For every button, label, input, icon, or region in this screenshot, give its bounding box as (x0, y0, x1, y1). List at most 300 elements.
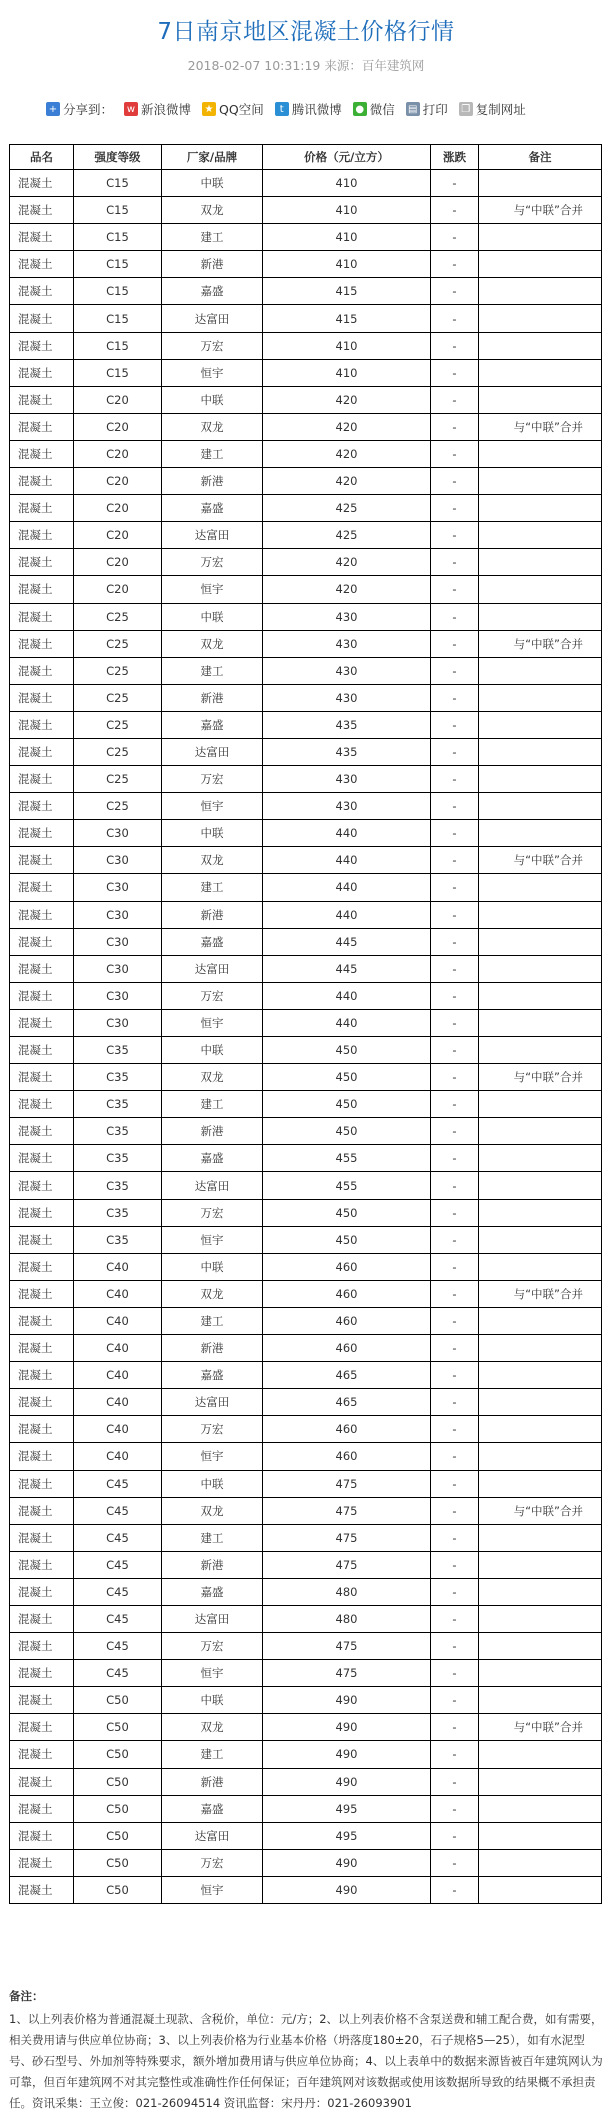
cell-product: 混凝土 (10, 1064, 74, 1091)
share-bar (46, 100, 537, 118)
cell-change: - (431, 305, 479, 332)
cell-product: 混凝土 (10, 1768, 74, 1795)
cell-remark (479, 766, 602, 793)
cell-change: - (431, 386, 479, 413)
cell-product: 混凝土 (10, 766, 74, 793)
cell-brand: 恒宇 (162, 1443, 263, 1470)
copy-link-icon: ❐ (459, 102, 473, 116)
cell-grade: C35 (74, 1037, 162, 1064)
cell-remark: 与“中联”合并 (479, 413, 602, 440)
cell-change: - (431, 1226, 479, 1253)
cell-brand: 万宏 (162, 1199, 263, 1226)
cell-grade: C35 (74, 1064, 162, 1091)
cell-product: 混凝土 (10, 928, 74, 955)
cell-grade: C40 (74, 1416, 162, 1443)
cell-brand: 建工 (162, 1307, 263, 1334)
table-row (10, 630, 602, 657)
cell-product: 混凝土 (10, 684, 74, 711)
cell-remark (479, 1470, 602, 1497)
share-wechat-button[interactable]: ● 微信 (353, 100, 395, 118)
cell-brand: 新港 (162, 684, 263, 711)
cell-product: 混凝土 (10, 1470, 74, 1497)
cell-grade: C20 (74, 522, 162, 549)
cell-remark (479, 224, 602, 251)
cell-price: 475 (263, 1497, 431, 1524)
cell-remark (479, 1172, 602, 1199)
cell-change: - (431, 1741, 479, 1768)
cell-grade: C15 (74, 197, 162, 224)
cell-product: 混凝土 (10, 549, 74, 576)
cell-change: - (431, 1551, 479, 1578)
header-change: 涨跌 (431, 145, 479, 170)
table-row (10, 955, 602, 982)
cell-brand: 新港 (162, 1768, 263, 1795)
table-row (10, 684, 602, 711)
cell-price: 490 (263, 1768, 431, 1795)
cell-brand: 嘉盛 (162, 495, 263, 522)
cell-brand: 双龙 (162, 847, 263, 874)
cell-price: 450 (263, 1091, 431, 1118)
cell-product: 混凝土 (10, 386, 74, 413)
cell-product: 混凝土 (10, 1795, 74, 1822)
cell-change: - (431, 224, 479, 251)
cell-change: - (431, 738, 479, 765)
table-row (10, 901, 602, 928)
copy-link-button[interactable]: ❐ 复制网址 (459, 100, 526, 118)
cell-price: 435 (263, 711, 431, 738)
table-row (10, 1280, 602, 1307)
cell-brand: 嘉盛 (162, 1362, 263, 1389)
cell-price: 430 (263, 657, 431, 684)
cell-change: - (431, 874, 479, 901)
cell-remark (479, 1253, 602, 1280)
cell-brand: 双龙 (162, 197, 263, 224)
cell-brand: 双龙 (162, 413, 263, 440)
cell-grade: C25 (74, 711, 162, 738)
cell-price: 420 (263, 386, 431, 413)
cell-remark: 与“中联”合并 (479, 1714, 602, 1741)
cell-change: - (431, 820, 479, 847)
cell-price: 445 (263, 955, 431, 982)
cell-product: 混凝土 (10, 1876, 74, 1903)
table-body (10, 170, 602, 1904)
table-row (10, 1416, 602, 1443)
cell-product: 混凝土 (10, 982, 74, 1009)
cell-remark (479, 901, 602, 928)
cell-change: - (431, 413, 479, 440)
table-row (10, 793, 602, 820)
cell-remark (479, 170, 602, 197)
cell-grade: C25 (74, 603, 162, 630)
cell-remark (479, 1118, 602, 1145)
cell-grade: C50 (74, 1795, 162, 1822)
cell-grade: C40 (74, 1335, 162, 1362)
cell-brand: 嘉盛 (162, 711, 263, 738)
cell-brand: 新港 (162, 468, 263, 495)
cell-price: 475 (263, 1551, 431, 1578)
article-meta: 2018-02-07 10:31:19 来源：百年建筑网 (187, 58, 425, 73)
cell-grade: C40 (74, 1280, 162, 1307)
cell-remark (479, 1795, 602, 1822)
cell-remark (479, 1226, 602, 1253)
table-row (10, 1118, 602, 1145)
cell-price: 460 (263, 1335, 431, 1362)
cell-product: 混凝土 (10, 413, 74, 440)
article-header (0, 0, 612, 138)
notes-heading: 备注： (9, 1989, 44, 2003)
cell-brand: 万宏 (162, 1849, 263, 1876)
cell-brand: 恒宇 (162, 793, 263, 820)
table-row (10, 1768, 602, 1795)
cell-brand: 新港 (162, 1335, 263, 1362)
table-row (10, 1605, 602, 1632)
share-label: 分享到： (63, 102, 114, 117)
cell-brand: 达富田 (162, 1822, 263, 1849)
cell-change: - (431, 549, 479, 576)
cell-change: - (431, 170, 479, 197)
cell-price: 440 (263, 847, 431, 874)
wechat-icon: ● (353, 102, 367, 116)
cell-product: 混凝土 (10, 1497, 74, 1524)
cell-product: 混凝土 (10, 468, 74, 495)
cell-price: 455 (263, 1145, 431, 1172)
cell-price: 490 (263, 1687, 431, 1714)
cell-price: 460 (263, 1253, 431, 1280)
cell-price: 440 (263, 1009, 431, 1036)
share-to[interactable] (46, 100, 113, 118)
cell-grade: C30 (74, 928, 162, 955)
cell-product: 混凝土 (10, 901, 74, 928)
cell-grade: C50 (74, 1849, 162, 1876)
cell-change: - (431, 711, 479, 738)
cell-remark (479, 359, 602, 386)
cell-change: - (431, 1389, 479, 1416)
share-weibo-button[interactable]: w 新浪微博 (124, 100, 191, 118)
cell-remark (479, 1362, 602, 1389)
cell-grade: C35 (74, 1226, 162, 1253)
cell-change: - (431, 468, 479, 495)
header-grade: 强度等级 (74, 145, 162, 170)
share-tencent-weibo-button[interactable]: t 腾讯微博 (275, 100, 342, 118)
cell-product: 混凝土 (10, 278, 74, 305)
cell-remark (479, 1876, 602, 1903)
cell-product: 混凝土 (10, 1660, 74, 1687)
cell-grade: C45 (74, 1660, 162, 1687)
cell-price: 410 (263, 251, 431, 278)
header-price: 价格（元/立方） (263, 145, 431, 170)
cell-grade: C20 (74, 413, 162, 440)
cell-remark (479, 1605, 602, 1632)
cell-product: 混凝土 (10, 1199, 74, 1226)
cell-change: - (431, 1064, 479, 1091)
cell-change: - (431, 1443, 479, 1470)
cell-grade: C50 (74, 1768, 162, 1795)
cell-remark (479, 1416, 602, 1443)
cell-grade: C50 (74, 1741, 162, 1768)
table-row (10, 1226, 602, 1253)
table-row (10, 1822, 602, 1849)
cell-price: 410 (263, 332, 431, 359)
cell-change: - (431, 1145, 479, 1172)
cell-grade: C30 (74, 955, 162, 982)
cell-brand: 恒宇 (162, 1876, 263, 1903)
cell-change: - (431, 495, 479, 522)
cell-remark (479, 576, 602, 603)
cell-brand: 中联 (162, 386, 263, 413)
cell-brand: 双龙 (162, 1064, 263, 1091)
table-row (10, 1037, 602, 1064)
cell-grade: C45 (74, 1633, 162, 1660)
table-row (10, 1443, 602, 1470)
cell-grade: C50 (74, 1822, 162, 1849)
cell-change: - (431, 684, 479, 711)
tencent-weibo-icon: t (275, 102, 289, 116)
cell-change: - (431, 1822, 479, 1849)
table-row (10, 1633, 602, 1660)
table-row (10, 1335, 602, 1362)
cell-price: 480 (263, 1605, 431, 1632)
cell-product: 混凝土 (10, 1091, 74, 1118)
print-button[interactable]: ▤ 打印 (406, 100, 448, 118)
cell-grade: C35 (74, 1199, 162, 1226)
table-row (10, 1551, 602, 1578)
cell-product: 混凝土 (10, 657, 74, 684)
cell-change: - (431, 1687, 479, 1714)
cell-product: 混凝土 (10, 874, 74, 901)
cell-product: 混凝土 (10, 847, 74, 874)
cell-change: - (431, 955, 479, 982)
cell-change: - (431, 1876, 479, 1903)
cell-change: - (431, 982, 479, 1009)
cell-product: 混凝土 (10, 1145, 74, 1172)
cell-price: 430 (263, 793, 431, 820)
table-row (10, 1470, 602, 1497)
cell-price: 425 (263, 495, 431, 522)
cell-product: 混凝土 (10, 1714, 74, 1741)
cell-price: 450 (263, 1226, 431, 1253)
cell-change: - (431, 359, 479, 386)
cell-grade: C25 (74, 657, 162, 684)
cell-change: - (431, 278, 479, 305)
table-row (10, 820, 602, 847)
table-row (10, 522, 602, 549)
cell-product: 混凝土 (10, 576, 74, 603)
cell-change: - (431, 440, 479, 467)
cell-price: 450 (263, 1199, 431, 1226)
cell-grade: C40 (74, 1307, 162, 1334)
cell-brand: 双龙 (162, 1497, 263, 1524)
table-row (10, 766, 602, 793)
table-row (10, 170, 602, 197)
cell-price: 495 (263, 1822, 431, 1849)
table-row (10, 1524, 602, 1551)
cell-brand: 达富田 (162, 955, 263, 982)
cell-price: 440 (263, 901, 431, 928)
cell-change: - (431, 1633, 479, 1660)
cell-change: - (431, 603, 479, 630)
cell-remark: 与“中联”合并 (479, 847, 602, 874)
cell-grade: C45 (74, 1524, 162, 1551)
table-row (10, 1795, 602, 1822)
cell-brand: 达富田 (162, 522, 263, 549)
cell-brand: 嘉盛 (162, 928, 263, 955)
table-row (10, 1009, 602, 1036)
table-row (10, 1362, 602, 1389)
cell-brand: 新港 (162, 1551, 263, 1578)
cell-grade: C40 (74, 1362, 162, 1389)
cell-price: 435 (263, 738, 431, 765)
cell-price: 475 (263, 1660, 431, 1687)
table-header-row (10, 145, 602, 170)
cell-change: - (431, 928, 479, 955)
cell-change: - (431, 1172, 479, 1199)
cell-remark (479, 1741, 602, 1768)
cell-price: 490 (263, 1714, 431, 1741)
cell-product: 混凝土 (10, 440, 74, 467)
cell-remark (479, 1037, 602, 1064)
cell-brand: 双龙 (162, 630, 263, 657)
cell-product: 混凝土 (10, 332, 74, 359)
cell-price: 410 (263, 224, 431, 251)
cell-brand: 嘉盛 (162, 1795, 263, 1822)
cell-change: - (431, 1795, 479, 1822)
cell-grade: C30 (74, 847, 162, 874)
table-row (10, 847, 602, 874)
cell-grade: C20 (74, 468, 162, 495)
header-remark: 备注 (479, 145, 602, 170)
cell-change: - (431, 1037, 479, 1064)
table-row (10, 874, 602, 901)
cell-remark (479, 549, 602, 576)
cell-change: - (431, 522, 479, 549)
table-row (10, 386, 602, 413)
cell-remark (479, 1633, 602, 1660)
share-icon: + (46, 102, 60, 116)
cell-price: 465 (263, 1362, 431, 1389)
cell-change: - (431, 1091, 479, 1118)
cell-brand: 恒宇 (162, 1660, 263, 1687)
cell-remark (479, 955, 602, 982)
cell-remark: 与“中联”合并 (479, 1064, 602, 1091)
cell-remark (479, 738, 602, 765)
table-row (10, 1578, 602, 1605)
cell-change: - (431, 1362, 479, 1389)
cell-price: 420 (263, 549, 431, 576)
cell-product: 混凝土 (10, 1822, 74, 1849)
cell-brand: 双龙 (162, 1280, 263, 1307)
cell-price: 460 (263, 1443, 431, 1470)
cell-price: 420 (263, 440, 431, 467)
cell-brand: 中联 (162, 820, 263, 847)
cell-remark (479, 1849, 602, 1876)
cell-remark (479, 1578, 602, 1605)
cell-product: 混凝土 (10, 1253, 74, 1280)
cell-remark (479, 495, 602, 522)
cell-product: 混凝土 (10, 1849, 74, 1876)
cell-grade: C20 (74, 495, 162, 522)
cell-grade: C50 (74, 1714, 162, 1741)
cell-remark (479, 1199, 602, 1226)
cell-grade: C15 (74, 170, 162, 197)
page-title: 7日南京地区混凝土价格行情 (157, 19, 455, 45)
cell-product: 混凝土 (10, 1362, 74, 1389)
share-qzone-button[interactable]: ★ QQ空间 (202, 100, 264, 118)
cell-remark (479, 982, 602, 1009)
table-row (10, 603, 602, 630)
cell-grade: C25 (74, 793, 162, 820)
table-row (10, 576, 602, 603)
cell-grade: C20 (74, 549, 162, 576)
table-row (10, 332, 602, 359)
table-row (10, 1660, 602, 1687)
cell-product: 混凝土 (10, 224, 74, 251)
cell-product: 混凝土 (10, 1335, 74, 1362)
cell-change: - (431, 1578, 479, 1605)
cell-price: 490 (263, 1849, 431, 1876)
cell-grade: C25 (74, 630, 162, 657)
cell-remark (479, 1009, 602, 1036)
cell-change: - (431, 1714, 479, 1741)
cell-product: 混凝土 (10, 197, 74, 224)
cell-product: 混凝土 (10, 603, 74, 630)
cell-brand: 万宏 (162, 1633, 263, 1660)
cell-price: 410 (263, 170, 431, 197)
cell-product: 混凝土 (10, 1416, 74, 1443)
cell-remark (479, 386, 602, 413)
cell-product: 混凝土 (10, 1009, 74, 1036)
cell-grade: C45 (74, 1497, 162, 1524)
cell-remark (479, 874, 602, 901)
cell-grade: C40 (74, 1389, 162, 1416)
cell-product: 混凝土 (10, 1118, 74, 1145)
table-row (10, 468, 602, 495)
cell-brand: 恒宇 (162, 1009, 263, 1036)
cell-brand: 万宏 (162, 332, 263, 359)
cell-grade: C20 (74, 440, 162, 467)
cell-grade: C45 (74, 1551, 162, 1578)
cell-remark: 与“中联”合并 (479, 1280, 602, 1307)
table-row (10, 359, 602, 386)
cell-remark: 与“中联”合并 (479, 630, 602, 657)
table-row (10, 251, 602, 278)
print-icon: ▤ (406, 102, 420, 116)
cell-price: 420 (263, 468, 431, 495)
cell-product: 混凝土 (10, 170, 74, 197)
table-row (10, 1687, 602, 1714)
table-row (10, 1145, 602, 1172)
qzone-icon: ★ (202, 102, 216, 116)
table-row (10, 278, 602, 305)
cell-remark (479, 793, 602, 820)
table-row (10, 1172, 602, 1199)
cell-change: - (431, 1280, 479, 1307)
cell-price: 430 (263, 630, 431, 657)
cell-grade: C30 (74, 901, 162, 928)
cell-brand: 建工 (162, 874, 263, 901)
table-row (10, 224, 602, 251)
cell-product: 混凝土 (10, 1687, 74, 1714)
cell-remark (479, 1524, 602, 1551)
cell-brand: 中联 (162, 1037, 263, 1064)
cell-price: 415 (263, 305, 431, 332)
cell-remark (479, 305, 602, 332)
table-row (10, 1741, 602, 1768)
cell-grade: C15 (74, 359, 162, 386)
cell-brand: 万宏 (162, 982, 263, 1009)
table-row (10, 549, 602, 576)
cell-brand: 双龙 (162, 1714, 263, 1741)
cell-price: 430 (263, 603, 431, 630)
